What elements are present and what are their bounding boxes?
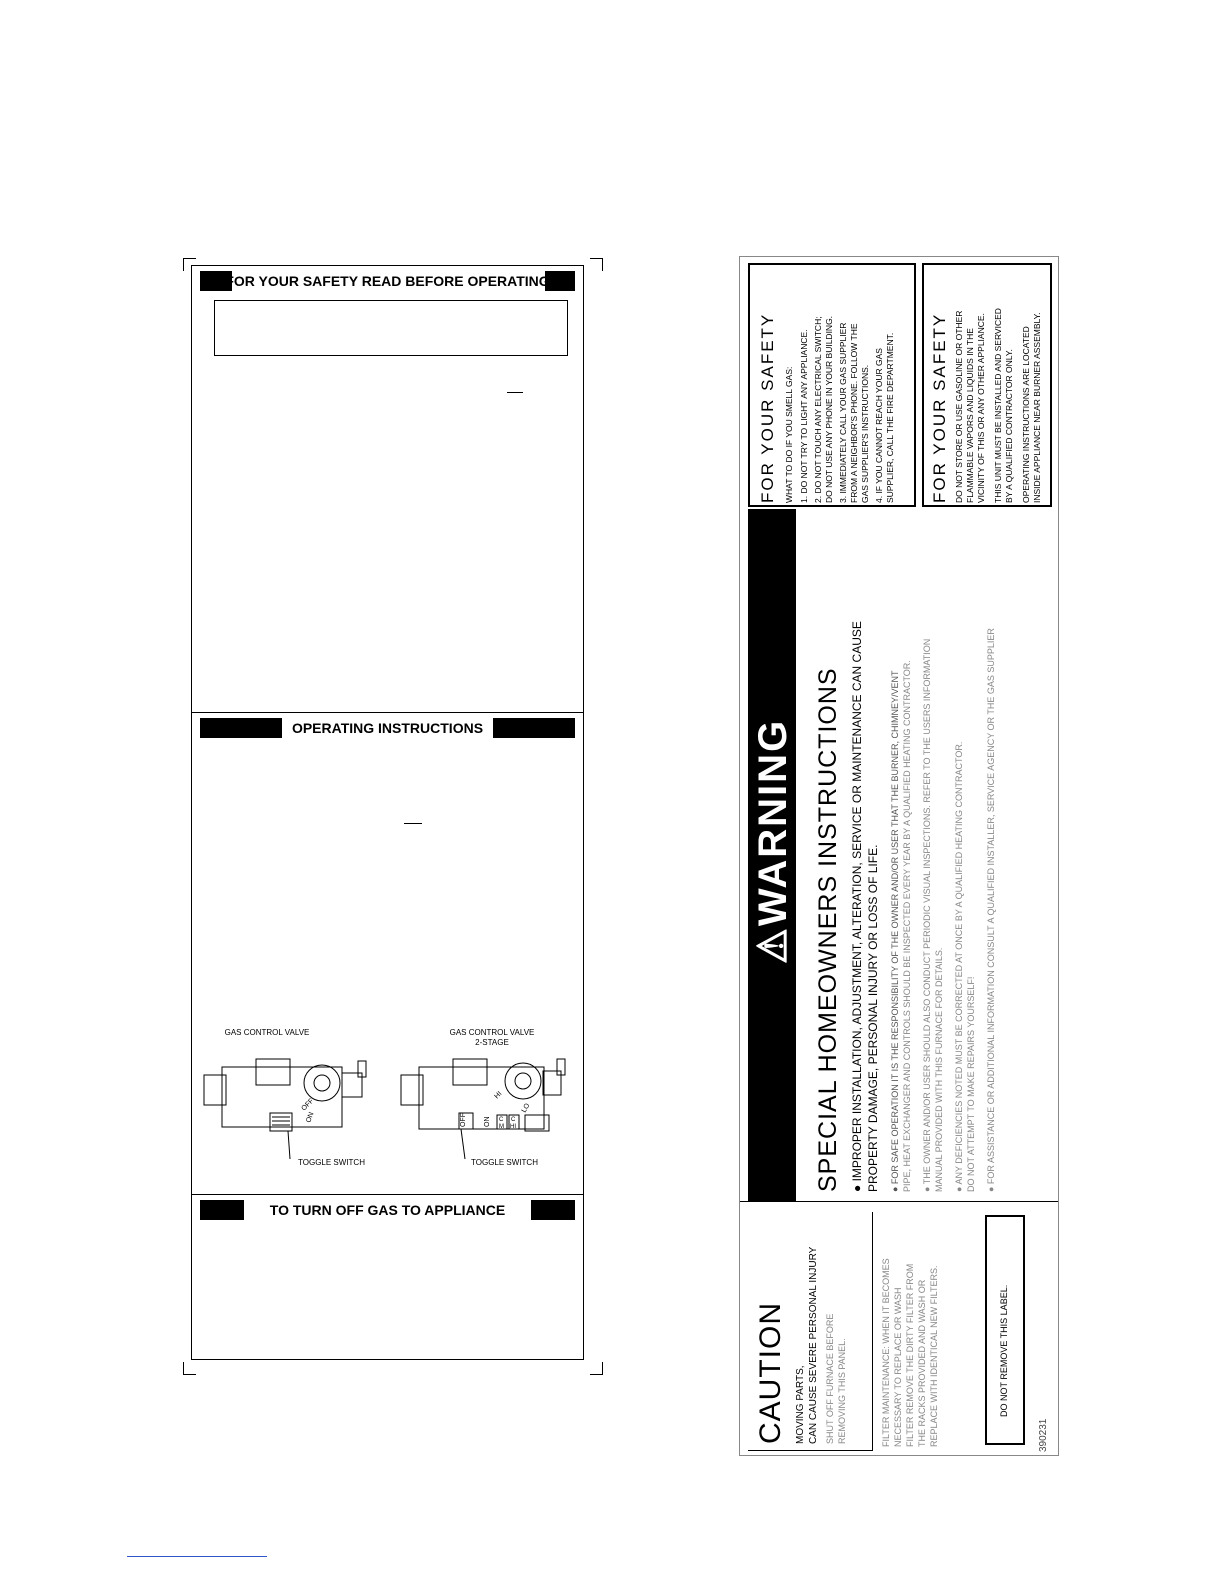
- operating-header: [198, 718, 577, 738]
- section-divider: [192, 1194, 583, 1195]
- valve2-m-label: M: [499, 1124, 504, 1130]
- warning-line: ● ANY DEFICIENCIES NOTED MUST BE CORRECTED AT ONCE BY A QUALIFIED HEATING CONTRACTOR.: [954, 741, 964, 1192]
- valve2-caption-2: 2-STAGE: [475, 1038, 509, 1047]
- safety-line: WHAT TO DO IF YOU SMELL GAS:: [784, 366, 794, 503]
- safety-line: GAS SUPPLIER'S INSTRUCTIONS.: [860, 364, 870, 503]
- warning-line: PIPE, HEAT EXCHANGER AND CONTROLS SHOULD BE INSPECTED EVERY YEAR BY A QUALIFIED HEATING CONTRACTOR.: [902, 660, 912, 1192]
- safety-line: FROM A NEIGHBOR'S PHONE. FOLLOW THE: [849, 323, 859, 503]
- gas-control-valve-diagram: [200, 1041, 375, 1176]
- safety-line: 3. IMMEDIATELY CALL YOUR GAS SUPPLIER: [838, 322, 848, 503]
- valve1-on-label: ON: [305, 1111, 316, 1124]
- safety-line: VICINITY OF THIS OR ANY OTHER APPLIANCE.: [976, 313, 986, 503]
- warning-line: ● IMPROPER INSTALLATION, ADJUSTMENT, ALTERATION, SERVICE OR MAINTENANCE CAN CAUSE: [850, 621, 864, 1192]
- warning-body: [814, 512, 997, 1192]
- warning-line: ● FOR ASSISTANCE OR ADDITIONAL INFORMATION CONSULT A QUALIFIED INSTALLER, SERVICE AGENCY OR THE GAS SUPPLIER: [986, 628, 996, 1192]
- safety-box-storage: [922, 263, 1052, 507]
- safety-line: 2. DO NOT TOUCH ANY ELECTRICAL SWITCH;: [813, 316, 823, 503]
- crop-mark-bottom-right: [590, 1362, 603, 1375]
- warning-line: ● FOR SAFE OPERATION IT IS THE RESPONSIBILITY OF THE OWNER AND/OR USER THAT THE BURNER, CHIMNEY/VENT: [890, 670, 900, 1192]
- valve1-toggle-label: TOGGLE SWITCH: [298, 1158, 365, 1167]
- notice-box: [214, 300, 568, 356]
- valve2-hi2-label: HI: [510, 1124, 516, 1130]
- valve2-on-label: ON: [484, 1116, 491, 1127]
- valve2-caption-1: GAS CONTROL VALVE: [449, 1028, 535, 1037]
- valve1-off-label: OFF: [300, 1097, 316, 1113]
- valve2-toggle-label: TOGGLE SWITCH: [471, 1158, 538, 1167]
- underline-mark: [507, 392, 523, 393]
- caution-content: [754, 1214, 848, 1444]
- warning-banner-text: ⚠WARNING: [751, 718, 795, 964]
- valve2-hi-label: HI: [493, 1090, 504, 1101]
- filter-line: REPLACE WITH IDENTICAL NEW FILTERS.: [929, 1265, 939, 1447]
- safety-box-gas-smell: [748, 263, 916, 507]
- caution-line: SHUT OFF FURNACE BEFORE: [825, 1313, 835, 1444]
- bottom-link-underline: [127, 1556, 267, 1557]
- safety-line: BY A QUALIFIED CONTRACTOR ONLY.: [1004, 349, 1014, 503]
- filter-line: FILTER MAINTENANCE: WHEN IT BECOMES: [881, 1258, 891, 1447]
- filter-line: NECESSARY TO REPLACE OR WASH: [893, 1287, 903, 1447]
- warning-line: DO NOT ATTEMPT TO MAKE REPAIRS YOURSELF!: [966, 976, 976, 1192]
- valve1-caption: GAS CONTROL VALVE: [224, 1028, 310, 1037]
- safety-line: 1. DO NOT TRY TO LIGHT ANY APPLIANCE.: [799, 329, 809, 503]
- filter-line: THE RACKS PROVIDED AND WASH OR: [917, 1279, 927, 1447]
- safety-section-title: FOR YOUR SAFETY READ BEFORE OPERATING: [225, 273, 550, 289]
- valve2-off-label: OFF: [460, 1113, 467, 1127]
- valve2-c2-label: C: [511, 1117, 516, 1123]
- label-part-number: 390231: [1038, 1418, 1049, 1452]
- caution-line: MOVING PARTS,: [795, 1365, 806, 1444]
- valve2-c1-label: C: [499, 1117, 504, 1123]
- safety-line: FLAMMABLE VAPORS AND LIQUIDS IN THE: [965, 328, 975, 503]
- caution-line: REMOVING THIS PANEL.: [837, 1338, 847, 1444]
- gas-control-valve-2-stage-diagram: [397, 1041, 577, 1176]
- warning-line: PROPERTY DAMAGE, PERSONAL INJURY OR LOSS OF LIFE.: [866, 844, 880, 1192]
- safety-line: OPERATING INSTRUCTIONS ARE LOCATED: [1021, 326, 1031, 503]
- filter-maintenance: [880, 1217, 940, 1447]
- safety-line: 4. IF YOU CANNOT REACH YOUR GAS: [874, 348, 884, 503]
- underline-mark: [404, 823, 422, 824]
- safety-title: FOR YOUR SAFETY: [930, 312, 949, 503]
- do-not-remove-text: DO NOT REMOVE THIS LABEL.: [999, 1284, 1009, 1417]
- caution-line: CAN CAUSE SEVERE PERSONAL INJURY: [808, 1246, 819, 1444]
- operating-section-title: OPERATING INSTRUCTIONS: [291, 720, 484, 736]
- caution-title: CAUTION: [754, 1302, 787, 1444]
- warning-banner: [748, 509, 796, 1201]
- safety-box-gas-smell-content: [758, 273, 896, 503]
- crop-mark-bottom-left: [183, 1362, 196, 1375]
- section-divider: [192, 712, 583, 713]
- section-divider: [740, 1201, 1058, 1202]
- turn-off-header: [198, 1200, 577, 1220]
- filter-line: FILTER REMOVE THE DIRTY FILTER FROM: [905, 1263, 915, 1447]
- do-not-remove-box: [985, 1215, 1025, 1445]
- turn-off-section-title: TO TURN OFF GAS TO APPLIANCE: [269, 1202, 506, 1218]
- warning-line: MANUAL PROVIDED WITH THIS FURNACE FOR DETAILS.: [934, 947, 944, 1192]
- valve2-lo-label: LO: [520, 1102, 532, 1114]
- safety-line: INSIDE APPLIANCE NEAR BURNER ASSEMBLY.: [1032, 312, 1042, 503]
- safety-header: [198, 271, 577, 291]
- safety-box-storage-content: [930, 273, 1043, 503]
- furnace-warning-label: [739, 256, 1059, 1456]
- caution-box: [748, 1212, 873, 1451]
- warning-title: SPECIAL HOMEOWNERS INSTRUCTIONS: [814, 667, 842, 1192]
- operating-label-panel: [191, 265, 584, 1360]
- crop-mark-top-right: [590, 258, 603, 271]
- safety-title: FOR YOUR SAFETY: [758, 312, 777, 503]
- safety-line: THIS UNIT MUST BE INSTALLED AND SERVICED: [993, 308, 1003, 503]
- warning-line: ● THE OWNER AND/OR USER SHOULD ALSO CONDUCT PERIODIC VISUAL INSPECTIONS. REFER TO THE USERS INFORMATION: [922, 638, 932, 1192]
- safety-line: SUPPLIER, CALL THE FIRE DEPARTMENT.: [885, 332, 895, 503]
- safety-line: DO NOT USE ANY PHONE IN YOUR BUILDING.: [824, 315, 834, 503]
- safety-line: DO NOT STORE OR USE GASOLINE OR OTHER: [954, 310, 964, 503]
